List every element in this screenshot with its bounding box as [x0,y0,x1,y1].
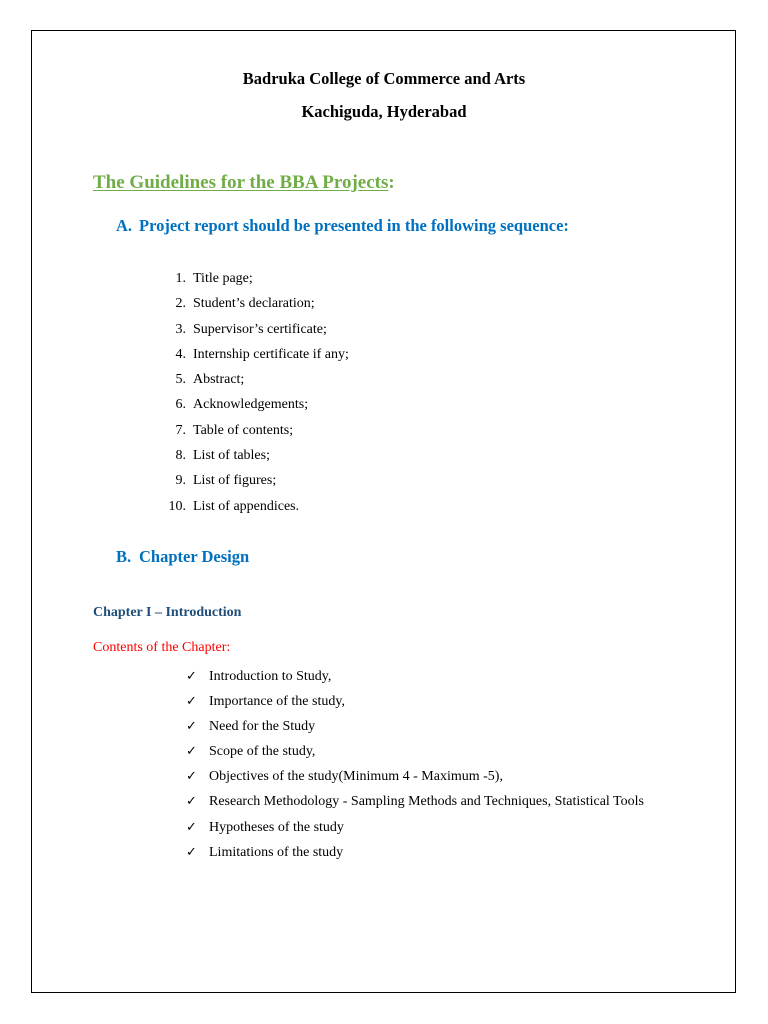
list-item [150,420,349,445]
list-item [186,764,676,789]
list-item [150,394,349,419]
check-mark-icon: ✓ [186,819,197,835]
list-text: List of figures; [193,473,277,489]
list-number: 7. [175,422,186,438]
list-number: 6. [175,397,186,413]
section-a-letter: A. [116,216,133,235]
list-text: List of appendices. [193,498,300,514]
section-b-letter: B. [116,547,132,566]
list-text: Introduction to Study, [209,669,332,684]
list-text: Title page; [193,271,253,286]
list-item [150,268,349,293]
list-text: Need for the Study [209,719,316,735]
check-mark-icon: ✓ [186,769,197,785]
guidelines-title-colon: : [388,172,395,193]
list-text: Abstract; [193,372,245,388]
guidelines-title [93,172,395,194]
list-text: Internship certificate if any; [193,346,349,362]
list-item [150,496,349,521]
check-mark-icon: ✓ [186,844,197,860]
list-item [150,344,349,369]
contents-label: Contents of the Chapter: [93,640,231,655]
list-text: Importance of the study, [209,694,345,710]
chapter-contents-list [186,664,676,865]
list-item [150,319,349,344]
check-mark-icon: ✓ [186,669,197,684]
list-text: Objectives of the study(Minimum 4 - Maximum -5), [209,769,503,785]
check-mark-icon: ✓ [186,794,197,810]
section-a-heading [116,216,569,236]
list-text: Hypotheses of the study [209,819,344,835]
check-mark-icon: ✓ [186,744,197,760]
list-number: 4. [175,346,186,362]
list-number: 8. [175,448,186,464]
list-item [186,739,676,764]
chapter-title: Chapter I – Introduction [93,605,242,620]
check-mark-icon: ✓ [186,694,197,710]
list-text: Acknowledgements; [193,397,309,413]
list-item [186,664,676,689]
list-item [186,714,676,739]
guidelines-title-text: The Guidelines for the BBA Projects [93,172,389,193]
list-item [150,369,349,394]
list-text: Table of contents; [193,422,294,438]
section-b-text: Chapter Design [139,547,250,566]
section-b-heading [116,547,249,567]
list-item [150,293,349,318]
college-location: Kachiguda, Hyderabad [301,102,467,121]
list-number: 10. [168,498,186,514]
list-item [150,470,349,495]
list-text: Scope of the study, [209,744,316,760]
list-text: Research Methodology - Sampling Methods and Techniques, Statistical Tools [209,794,644,810]
college-name: Badruka College of Commerce and Arts [242,69,526,88]
list-item [150,445,349,470]
list-number: 5. [175,372,186,388]
list-number: 3. [175,321,186,337]
check-mark-icon: ✓ [186,719,197,735]
list-item [186,840,676,865]
list-text: Limitations of the study [209,844,344,860]
list-item [186,789,676,814]
list-text: Supervisor’s certificate; [193,321,327,337]
list-item [186,815,676,840]
section-a-text: Project report should be presented in the following sequence: [139,216,569,235]
list-number: 1. [175,271,186,286]
list-number: 9. [175,473,186,489]
report-sequence-list [150,268,349,521]
list-item [186,689,676,714]
list-text: List of tables; [193,448,270,464]
list-number: 2. [175,296,186,312]
list-text: Student’s declaration; [193,296,315,312]
